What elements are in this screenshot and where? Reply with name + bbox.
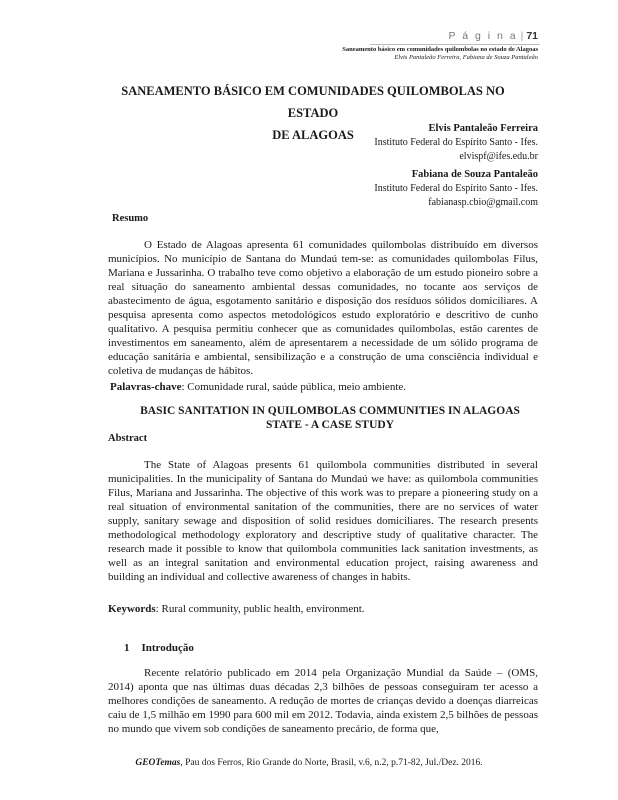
resumo-keywords — [110, 380, 540, 394]
author-email[interactable]: elvispf@ifes.edu.br — [459, 151, 538, 162]
keywords-value: : Rural community, public health, environment. — [155, 603, 365, 615]
keywords-label: Palavras-chave — [110, 381, 182, 393]
running-title: Saneamento básico em comunidades quilombolas no estado de Alagoas — [342, 46, 538, 53]
author-block-1 — [374, 122, 538, 164]
intro-text: Recente relatório publicado em 2014 pela Organização Mundial da Saúde – (OMS, 2014) aponta que nas últimas duas décadas 2,3 bilhões de pessoas conseguiram ter acesso a melhores condições de saneamento. A redução de mortes de crianças devido a doenças diarreicas caiu de 1,5 milhão em 1990 para 600 mil em 2012. Todavia, ainda existem 2,5 bilhões de pessoas no mundo que vivem sob condições de saneamento precário, de forma que, — [108, 667, 538, 735]
resumo-text: O Estado de Alagoas apresenta 61 comunidades quilombolas distribuído em diversos municípios. No município de Santana do Mundaú tem-se: as comunidades quilombolas Filus, Mariana e Jussarinha. O trabalho teve como objetivo a elaboração de um estudo pioneiro sobre a real situação do saneamento ambiental dessas comunidades, no tocante aos serviços de abastecimento de água, esgotamento sanitário e disposição dos resíduos sólidos domiciliares. A pesquisa apresenta como aspectos metodológicos estudo exploratório e descritivo de cunho qualitativo. A pesquisa permitiu conhecer que as comunidades quilombolas, estão carentes de investimentos em saneamento, além de apresentarem a necessidade de um sólido programa de educação sanitária e ambiental, sensibilização e a construção de uma consciência individual e coletiva de mudanças de hábitos. — [108, 239, 538, 377]
english-title-line-2: STATE - A CASE STUDY — [265, 419, 395, 431]
page-header-number — [448, 30, 538, 42]
pagina-label: P á g i n a — [448, 30, 518, 42]
header-separator: | — [520, 30, 524, 42]
author-affiliation: Instituto Federal do Espírito Santo - Ifes. — [374, 183, 538, 194]
page-number: 71 — [526, 30, 538, 42]
keywords-label: Keywords — [108, 603, 156, 615]
author-block-2 — [374, 168, 538, 210]
english-title — [120, 404, 540, 432]
header-rule — [370, 44, 540, 45]
abstract-text: The State of Alagoas presents 61 quilombola communities distributed in several municipalities. In the municipality of Santana do Mundaú we have: as quilombola communities Filus, Mariana and Jussarinha. The objective of this work was to prepare a pioneering study on a real situation of environmental sanitation of the communities, there are no services of water supply, sanitary sewage and disposition of solid residues domiciliares. The research presents methodological methodology exploratory and descriptive study of qualitative character. The research made it possible to know that quilombola communities lack sanitation investments, as well as an integral sanitation and environmental education project, raising awareness and building an individual and collective awareness of changes in habits. — [108, 459, 538, 583]
english-title-line-1: BASIC SANITATION IN QUILOMBOLAS COMMUNITIES IN ALAGOAS — [140, 405, 520, 417]
journal-citation: , Pau dos Ferros, Rio Grande do Norte, Brasil, v.6, n.2, p.71-82, Jul./Dez. 2016. — [180, 758, 483, 768]
intro-heading — [124, 642, 194, 654]
resumo-heading: Resumo — [112, 213, 149, 224]
running-authors: Elvis Pantaleão Ferreira, Fabiana de Souza Pantaleão — [394, 54, 538, 61]
author-name: Fabiana de Souza Pantaleão — [411, 169, 538, 180]
page-footer — [0, 758, 618, 768]
author-name: Elvis Pantaleão Ferreira — [428, 123, 538, 134]
paper-title-line-1: SANEAMENTO BÁSICO EM COMUNIDADES QUILOMBOLAS NO ESTADO — [121, 84, 505, 120]
author-affiliation: Instituto Federal do Espírito Santo - Ifes. — [374, 137, 538, 148]
section-title: Introdução — [141, 642, 194, 654]
abstract-heading: Abstract — [108, 433, 148, 444]
abstract-keywords — [108, 602, 538, 616]
journal-logo: GEOTemas — [135, 758, 181, 768]
keywords-value: : Comunidade rural, saúde pública, meio ambiente. — [181, 381, 407, 393]
author-email[interactable]: fabianasp.cbio@gmail.com — [428, 197, 538, 208]
paper-title-line-2: DE ALAGOAS — [272, 128, 354, 142]
section-number: 1 — [124, 642, 130, 654]
